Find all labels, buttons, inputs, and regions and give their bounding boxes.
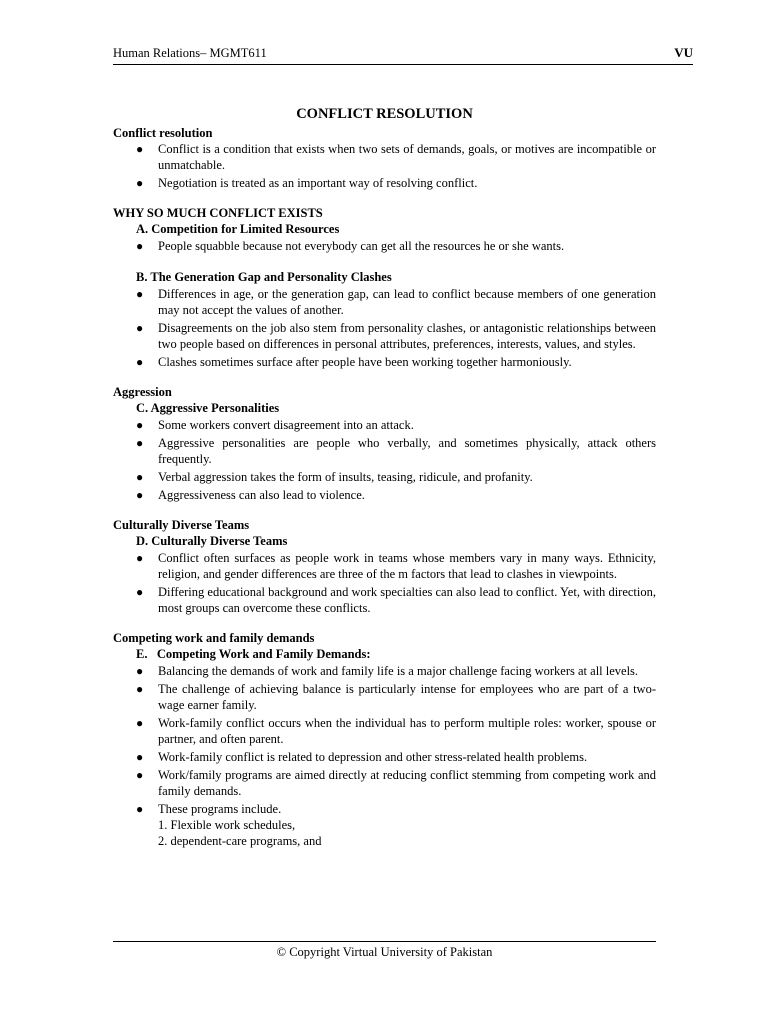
list-item: ● Differences in age, or the generation gap, can lead to conflict because members of one generation may not accept the values of another. (136, 287, 656, 317)
page-footer: © Copyright Virtual University of Pakistan (113, 941, 656, 960)
section-culturally-diverse (113, 517, 656, 616)
bullet-icon: ● (136, 321, 144, 335)
bullet-icon: ● (136, 664, 144, 678)
list-item: ● People squabble because not everybody can get all the resources he or she wants. (136, 239, 565, 253)
list-item: ● Verbal aggression takes the form of insults, teasing, ridicule, and profanity. (136, 470, 533, 484)
bullet-icon: ● (136, 436, 144, 450)
program-item: 2. dependent-care programs, and (158, 834, 322, 848)
page-title: CONFLICT RESOLUTION (296, 106, 473, 122)
bullet-list (113, 550, 656, 616)
bullet-list (113, 238, 656, 254)
section-aggression (113, 384, 656, 503)
bullet-icon: ● (136, 176, 144, 190)
bullet-list (113, 417, 656, 503)
section-heading: Competing work and family demands (113, 631, 315, 645)
bullet-icon: ● (136, 585, 144, 599)
bullet-icon: ● (136, 488, 144, 502)
list-item: ● Aggressiveness can also lead to violence. (136, 488, 365, 502)
bullet-icon: ● (136, 716, 144, 730)
bullet-icon: ● (136, 418, 144, 432)
document-body (113, 106, 656, 851)
list-item: ● Conflict is a condition that exists when two sets of demands, goals, or motives are incompatible or unmatchable. (136, 142, 656, 172)
list-item: ● Negotiation is treated as an important way of resolving conflict. (136, 176, 478, 190)
bullet-icon: ● (136, 470, 144, 484)
list-item: ● Conflict often surfaces as people work in teams whose members vary in many ways. Ethnicity, religion, and gender differences are three of the m factors that lead to clashes in viewpoints. (136, 551, 656, 581)
list-item: ● Work-family conflict occurs when the individual has to perform multiple roles: worker, spouse or partner, and often parent. (136, 716, 656, 746)
bullet-icon: ● (136, 551, 144, 565)
list-item: ● These programs include. 1. Flexible work schedules, 2. dependent-care programs, and (113, 801, 656, 849)
list-item: ● Disagreements on the job also stem from personality clashes, or antagonistic relationships between two people based on differences in personal attributes, preferences, interests, values, and styles. (136, 321, 656, 351)
subsection-heading: B. The Generation Gap and Personality Clashes (136, 270, 392, 284)
bullet-icon: ● (136, 142, 144, 156)
list-item: ● Balancing the demands of work and family life is a major challenge facing workers at all levels. (136, 664, 639, 678)
list-item: ● Differing educational background and work specialties can also lead to conflict. Yet, with direction, most groups can overcome these conflicts. (136, 585, 656, 615)
course-title: Human Relations– MGMT611 (113, 46, 267, 60)
list-item: ● Clashes sometimes surface after people have been working together harmoniously. (136, 355, 572, 369)
bullet-icon: ● (136, 287, 144, 301)
section-heading: WHY SO MUCH CONFLICT EXISTS (113, 206, 323, 220)
bullet-icon: ● (136, 750, 144, 764)
list-item: ● Some workers convert disagreement into an attack. (136, 418, 414, 432)
bullet-icon: ● (136, 682, 144, 696)
section-heading: Conflict resolution (113, 126, 213, 140)
subsection-heading: D. Culturally Diverse Teams (136, 534, 288, 548)
bullet-icon: ● (136, 768, 144, 782)
bullet-list (113, 286, 656, 370)
section-why-conflict (113, 205, 656, 370)
vu-logo: VU (674, 45, 693, 60)
section-conflict-resolution (113, 125, 656, 191)
bullet-icon: ● (136, 355, 144, 369)
list-item: ● Aggressive personalities are people who verbally, and sometimes physically, attack others frequently. (136, 436, 656, 466)
program-item: 1. Flexible work schedules, (158, 818, 296, 832)
list-item: ● Work/family programs are aimed directly at reducing conflict stemming from competing work and family demands. (136, 768, 656, 798)
section-work-family (113, 630, 656, 849)
subsection-heading: A. Competition for Limited Resources (136, 222, 340, 236)
list-item: ● The challenge of achieving balance is particularly intense for employees who are part of a two-wage earner family. (136, 682, 656, 712)
list-item: ● Work-family conflict is related to depression and other stress-related health problems. (136, 750, 588, 764)
bullet-list (113, 663, 656, 849)
section-heading: Aggression (113, 385, 172, 399)
page-header (113, 46, 693, 65)
subsection-heading: C. Aggressive Personalities (136, 401, 280, 415)
bullet-list (113, 141, 656, 191)
section-heading: Culturally Diverse Teams (113, 518, 250, 532)
bullet-icon: ● (136, 239, 144, 253)
bullet-icon: ● (136, 802, 144, 816)
subsection-heading: E. Competing Work and Family Demands: (136, 647, 371, 661)
